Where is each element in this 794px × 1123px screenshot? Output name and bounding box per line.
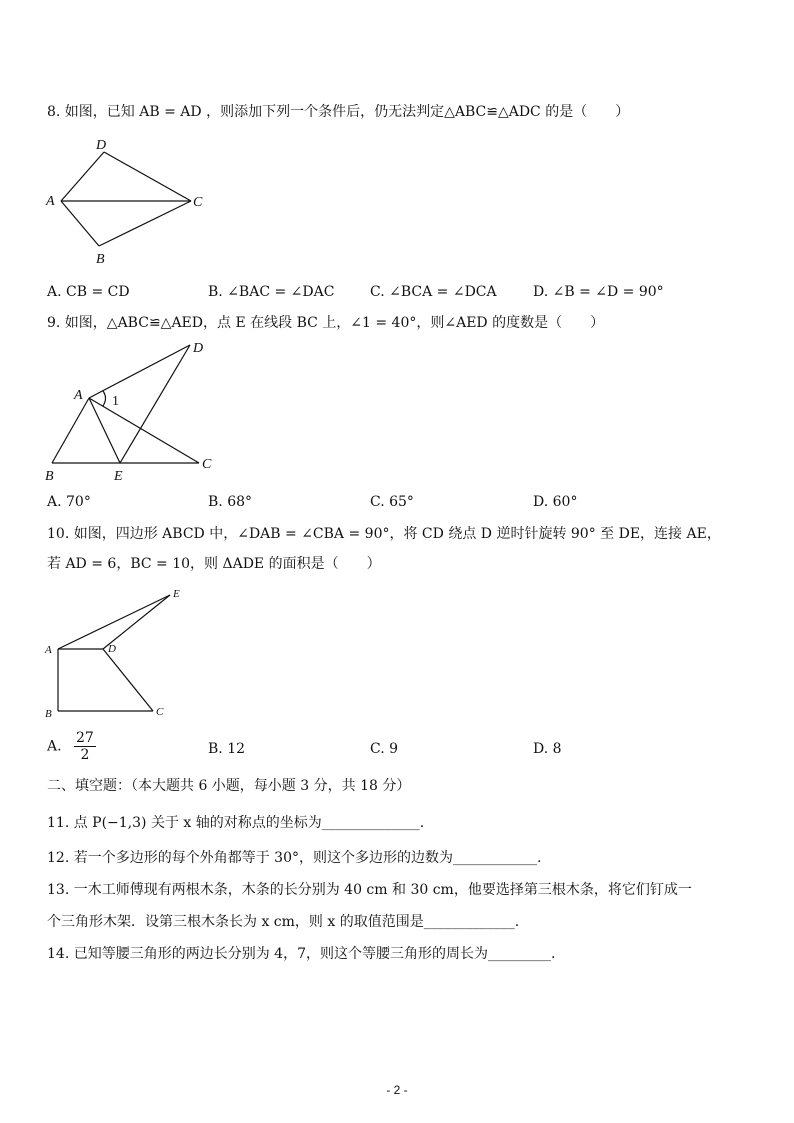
q9-segment-ac (89, 398, 199, 463)
q9-option-d: D. 60° (533, 494, 578, 510)
q8-segment-ab (61, 201, 99, 246)
q9-label-c: C (202, 457, 212, 472)
q10-segment-dc (103, 649, 153, 711)
q8-option-a: A. CB = CD (47, 284, 130, 300)
q9-label-angle: 1 (112, 394, 119, 409)
q9-figure (40, 336, 230, 486)
q11-text: 11. 点 P(−1,3) 关于 x 轴的对称点的坐标为______________. (47, 815, 425, 831)
q8-label-c: C (193, 195, 203, 210)
q10-option-a-prefix: A. (47, 738, 62, 755)
q8-label-b: B (96, 252, 105, 267)
q8-label-d: D (96, 138, 107, 153)
q9-option-c: C. 65° (370, 494, 414, 510)
q10-label-e: E (173, 588, 180, 600)
q8-option-c: C. ∠BCA = ∠DCA (370, 284, 497, 300)
q13-text-line2: 个三角形木架．设第三根木条长为 x cm，则 x 的取值范围是_____________. (47, 914, 520, 930)
q9-angle-arc (103, 391, 106, 406)
q8-label-a: A (46, 194, 55, 209)
q8-segment-ad (61, 152, 104, 201)
q8-segment-bc (99, 201, 191, 246)
q9-label-b: B (45, 469, 54, 484)
q10-option-a-fraction (74, 730, 96, 763)
q8-figure (40, 132, 220, 272)
q10-option-d: D. 8 (533, 741, 562, 757)
q10-stem-line2: 若 AD = 6，BC = 10，则 ΔADE 的面积是（ ） (47, 556, 381, 572)
q10-option-a-denominator: 2 (80, 747, 90, 763)
q14-text: 14. 已知等腰三角形的两边长分别为 4，7，则这个等腰三角形的周长为_________. (47, 946, 556, 962)
q10-option-a-numerator: 27 (76, 730, 94, 746)
q9-segment-ab (52, 398, 89, 463)
q10-option-a (47, 730, 96, 763)
q10-figure (40, 584, 200, 724)
page-number: - 2 - (386, 1083, 408, 1097)
q10-option-b: B. 12 (208, 741, 246, 757)
q12-text: 12. 若一个多边形的每个外角都等于 30°，则这个多边形的边数为____________. (47, 850, 542, 866)
q9-option-a: A. 70° (47, 494, 91, 510)
q9-label-a: A (74, 388, 83, 403)
q9-stem: 9. 如图，△ABC≌△AED，点 E 在线段 BC 上，∠1 = 40°，则∠AED 的度数是（ ） (47, 315, 605, 331)
section-fill-in-heading: 二、填空题：（本大题共 6 小题，每小题 3 分，共 18 分） (47, 778, 411, 794)
q10-label-d: D (108, 643, 116, 655)
q10-stem-line1: 10. 如图，四边形 ABCD 中，∠DAB = ∠CBA = 90°，将 CD 绕点 D 逆时针旋转 90° 至 DE，连接 AE， (47, 526, 721, 542)
q8-option-b: B. ∠BAC = ∠DAC (208, 284, 335, 300)
q8-stem: 8. 如图，已知 AB = AD ，则添加下列一个条件后，仍无法判定△ABC≌△ADC 的是（ ） (47, 104, 630, 120)
q9-label-e: E (114, 469, 123, 484)
q8-segment-dc (104, 152, 191, 201)
q8-option-d: D. ∠B = ∠D = 90° (533, 284, 664, 300)
q13-text-line1: 13. 一木工师傅现有两根木条，木条的长分别为 40 cm 和 30 cm，他要选择第三根木条，将它们钉成一 (47, 882, 692, 898)
q10-label-b: B (45, 708, 52, 720)
q10-label-a: A (45, 644, 52, 656)
q10-option-c: C. 9 (370, 741, 399, 757)
q10-label-c: C (156, 706, 164, 718)
q9-label-d: D (193, 341, 204, 356)
q9-option-b: B. 68° (208, 494, 253, 510)
